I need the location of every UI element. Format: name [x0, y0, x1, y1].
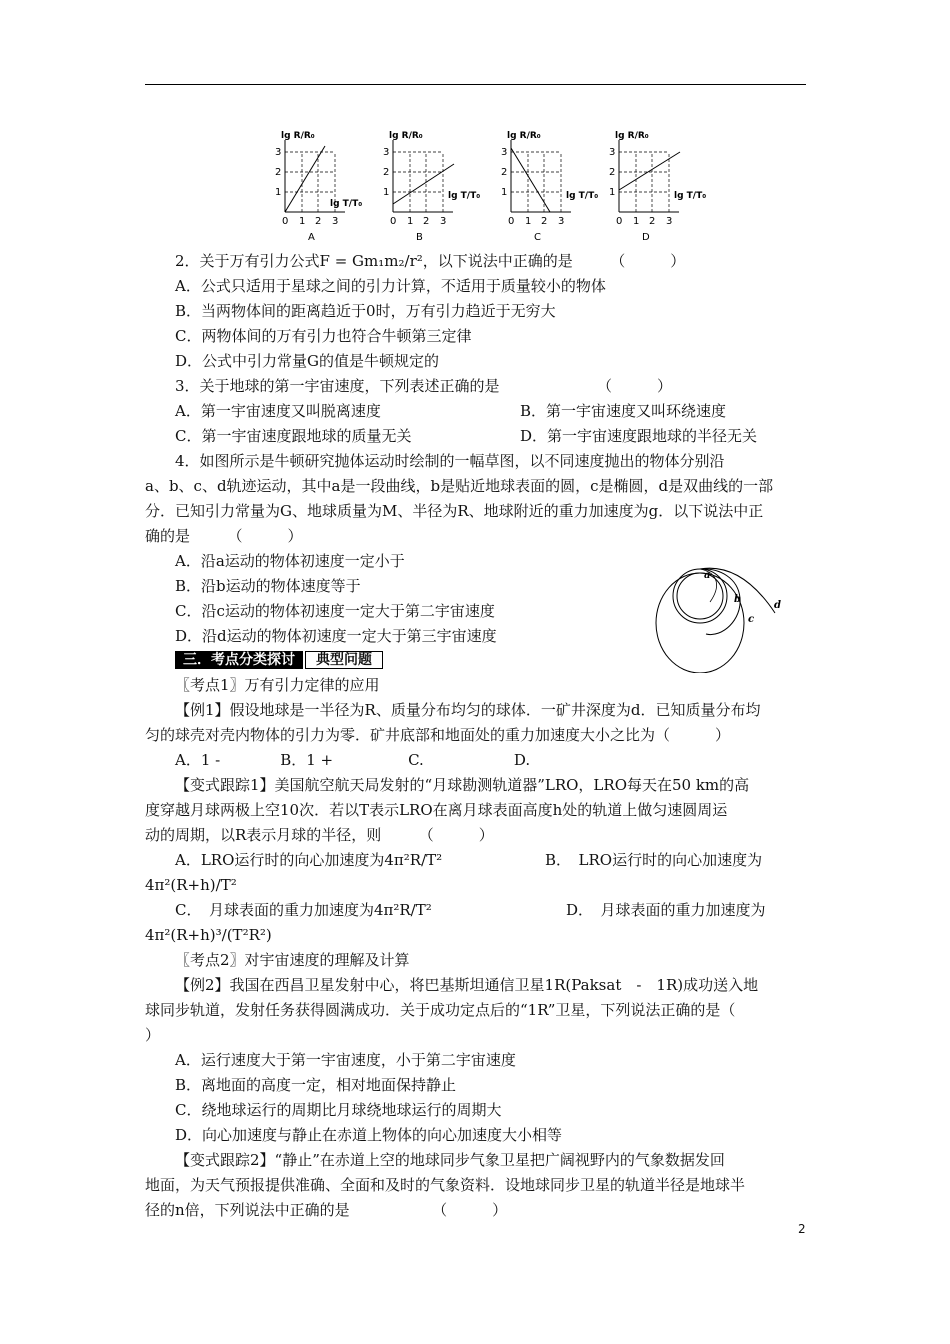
- section-title: 三．考点分类探讨: [175, 651, 303, 669]
- v1-option-b-cont: 4π²(R+h)/T²: [145, 876, 237, 894]
- svg-text:2: 2: [501, 167, 508, 178]
- svg-text:0: 0: [508, 216, 515, 227]
- q2-option-d: D．公式中引力常量G的值是牛顿规定的: [175, 352, 440, 370]
- q3-option-d: D．第一宇宙速度跟地球的半径无关: [520, 427, 758, 445]
- svg-text:lg T/T₀: lg T/T₀: [566, 191, 599, 201]
- page-number: 2: [798, 1222, 806, 1236]
- ex2-option-a: A．运行速度大于第一宇宙速度，小于第二宇宙速度: [175, 1051, 516, 1069]
- v1-option-a: A．LRO运行时的向心加速度为4π²R/T²: [175, 851, 443, 869]
- q4-line-1: 4．如图所示是牛顿研究抛体运动时绘制的一幅草图，以不同速度抛出的物体分别沿: [175, 452, 725, 470]
- svg-text:lg T/T₀: lg T/T₀: [448, 191, 481, 201]
- q4-option-b: B．沿b运动的物体速度等于: [175, 577, 361, 595]
- svg-text:2: 2: [649, 216, 656, 227]
- header-rule: [145, 84, 806, 85]
- section-header: [175, 651, 383, 669]
- svg-text:2: 2: [609, 167, 616, 178]
- svg-text:3: 3: [609, 147, 616, 158]
- q3-option-b: B．第一宇宙速度又叫环绕速度: [520, 402, 727, 420]
- ex1-options: A．1 - B．1 + C. D.: [175, 751, 531, 769]
- svg-text:3: 3: [666, 216, 673, 227]
- q3-option-a: A．第一宇宙速度又叫脱离速度: [175, 402, 381, 420]
- q4-line-4: 确的是 （ ）: [145, 527, 303, 545]
- svg-text:0: 0: [390, 216, 397, 227]
- ex2-option-d: D．向心加速度与静止在赤道上物体的向心加速度大小相等: [175, 1126, 563, 1144]
- svg-text:lg T/T₀: lg T/T₀: [674, 191, 707, 201]
- q2-option-a: A．公式只适用于星球之间的引力计算，不适用于质量较小的物体: [175, 277, 606, 295]
- svg-text:1: 1: [407, 216, 414, 227]
- q4-option-d: D．沿d运动的物体初速度一定大于第三宇宙速度: [175, 627, 497, 645]
- ex2-option-b: B．离地面的高度一定，相对地面保持静止: [175, 1076, 457, 1094]
- v1-option-d: D． 月球表面的重力加速度为: [566, 901, 766, 919]
- svg-text:2: 2: [383, 167, 390, 178]
- graph-a: [275, 131, 362, 243]
- q3-option-c: C．第一宇宙速度跟地球的质量无关: [175, 427, 412, 445]
- q4-line-3: 分．已知引力常量为G、地球质量为M、半径为R、地球附近的重力加速度为g．以下说法中正: [145, 502, 764, 520]
- graph-b-label: B: [416, 232, 423, 243]
- q4-line-2: a、b、c、d轨迹运动，其中a是一段曲线，b是贴近地球表面的圆，c是椭圆，d是双曲线的一部: [145, 477, 774, 495]
- orbit-label-a: a: [704, 570, 711, 581]
- svg-text:3: 3: [275, 147, 282, 158]
- q2-option-c: C．两物体间的万有引力也符合牛顿第三定律: [175, 327, 472, 345]
- svg-text:1: 1: [501, 187, 508, 198]
- v2-line-3: 径的n倍，下列说法中正确的是 （ ）: [145, 1201, 508, 1219]
- ex2-line-1: 【例2】我国在西昌卫星发射中心，将巴基斯坦通信卫星1R(Paksat - 1R)成功送入地: [175, 976, 759, 994]
- orbit-label-b: b: [734, 594, 741, 605]
- q3-stem: 3．关于地球的第一宇宙速度，下列表述正确的是 （ ）: [175, 377, 673, 395]
- svg-text:1: 1: [633, 216, 640, 227]
- svg-text:lg R/R₀: lg R/R₀: [389, 131, 423, 141]
- graph-d-label: D: [642, 232, 650, 243]
- svg-text:1: 1: [525, 216, 532, 227]
- orbit-diagram: [650, 558, 810, 673]
- v1-option-b: B． LRO运行时的向心加速度为: [545, 851, 763, 869]
- svg-text:3: 3: [501, 147, 508, 158]
- svg-text:3: 3: [332, 216, 339, 227]
- k2-title: 〖考点2〗对宇宙速度的理解及计算: [175, 951, 410, 969]
- v2-line-2: 地面，为天气预报提供准确、全面和及时的气象资料．设地球同步卫星的轨道半径是地球半: [145, 1176, 746, 1194]
- v2-line-1: 【变式跟踪2】“静止”在赤道上空的地球同步气象卫星把广阔视野内的气象数据发回: [175, 1151, 725, 1169]
- ex2-line-2: 球同步轨道，发射任务获得圆满成功．关于成功定点后的“1R”卫星，下列说法正确的是（: [145, 1001, 736, 1019]
- q4-option-a: A．沿a运动的物体初速度一定小于: [175, 552, 405, 570]
- v1-option-d-cont: 4π²(R+h)³/(T²R²): [145, 926, 272, 944]
- x-axis-label-a: lg T/T₀: [330, 199, 363, 209]
- svg-text:2: 2: [315, 216, 322, 227]
- ex2-option-c: C．绕地球运行的周期比月球绕地球运行的周期大: [175, 1101, 502, 1119]
- svg-text:0: 0: [616, 216, 623, 227]
- orbit-label-c: c: [748, 614, 755, 625]
- svg-text:2: 2: [275, 167, 282, 178]
- svg-text:3: 3: [383, 147, 390, 158]
- v1-line-2: 度穿越月球两极上空10次．若以T表示LRO在离月球表面高度h处的轨道上做匀速圆周运: [145, 801, 728, 819]
- svg-text:3: 3: [440, 216, 447, 227]
- q4-option-c: C．沿c运动的物体初速度一定大于第二宇宙速度: [175, 602, 495, 620]
- svg-text:0: 0: [282, 216, 289, 227]
- ex1-line-2: 匀的球壳对壳内物体的引力为零．矿井底部和地面处的重力加速度大小之比为（ ）: [145, 726, 731, 744]
- svg-text:1: 1: [609, 187, 616, 198]
- svg-text:1: 1: [299, 216, 306, 227]
- svg-text:2: 2: [541, 216, 548, 227]
- graph-c-label: C: [534, 232, 541, 243]
- graph-b: [383, 131, 480, 243]
- y-axis-label-a: lg R/R₀: [281, 131, 315, 141]
- graph-d: [609, 131, 706, 243]
- v1-line-3: 动的周期，以R表示月球的半径，则 （ ）: [145, 826, 494, 844]
- section-tag: 典型问题: [305, 651, 383, 669]
- q2-option-b: B．当两物体间的距离趋近于0时，万有引力趋近于无穷大: [175, 302, 556, 320]
- svg-text:lg R/R₀: lg R/R₀: [615, 131, 649, 141]
- svg-text:2: 2: [423, 216, 430, 227]
- ex2-line-3: ）: [145, 1026, 161, 1044]
- svg-text:1: 1: [275, 187, 282, 198]
- v1-option-c: C． 月球表面的重力加速度为4π²R/T²: [175, 901, 432, 919]
- orbit-label-d: d: [774, 600, 781, 611]
- graph-a-label: A: [308, 232, 315, 243]
- svg-text:3: 3: [558, 216, 565, 227]
- ex1-line-1: 【例1】假设地球是一半径为R、质量分布均匀的球体．一矿井深度为d．已知质量分布均: [175, 701, 761, 719]
- svg-text:1: 1: [383, 187, 390, 198]
- graph-c: [501, 131, 598, 243]
- svg-text:lg R/R₀: lg R/R₀: [507, 131, 541, 141]
- v1-line-1: 【变式跟踪1】美国航空航天局发射的“月球勘测轨道器”LRO，LRO每天在50 km的高: [175, 776, 750, 794]
- graph-options-figure: [270, 128, 720, 243]
- k1-title: 〖考点1〗万有引力定律的应用: [175, 676, 380, 694]
- q2-stem: 2．关于万有引力公式F = Gm₁m₂/r²，以下说法中正确的是 （ ）: [175, 252, 686, 270]
